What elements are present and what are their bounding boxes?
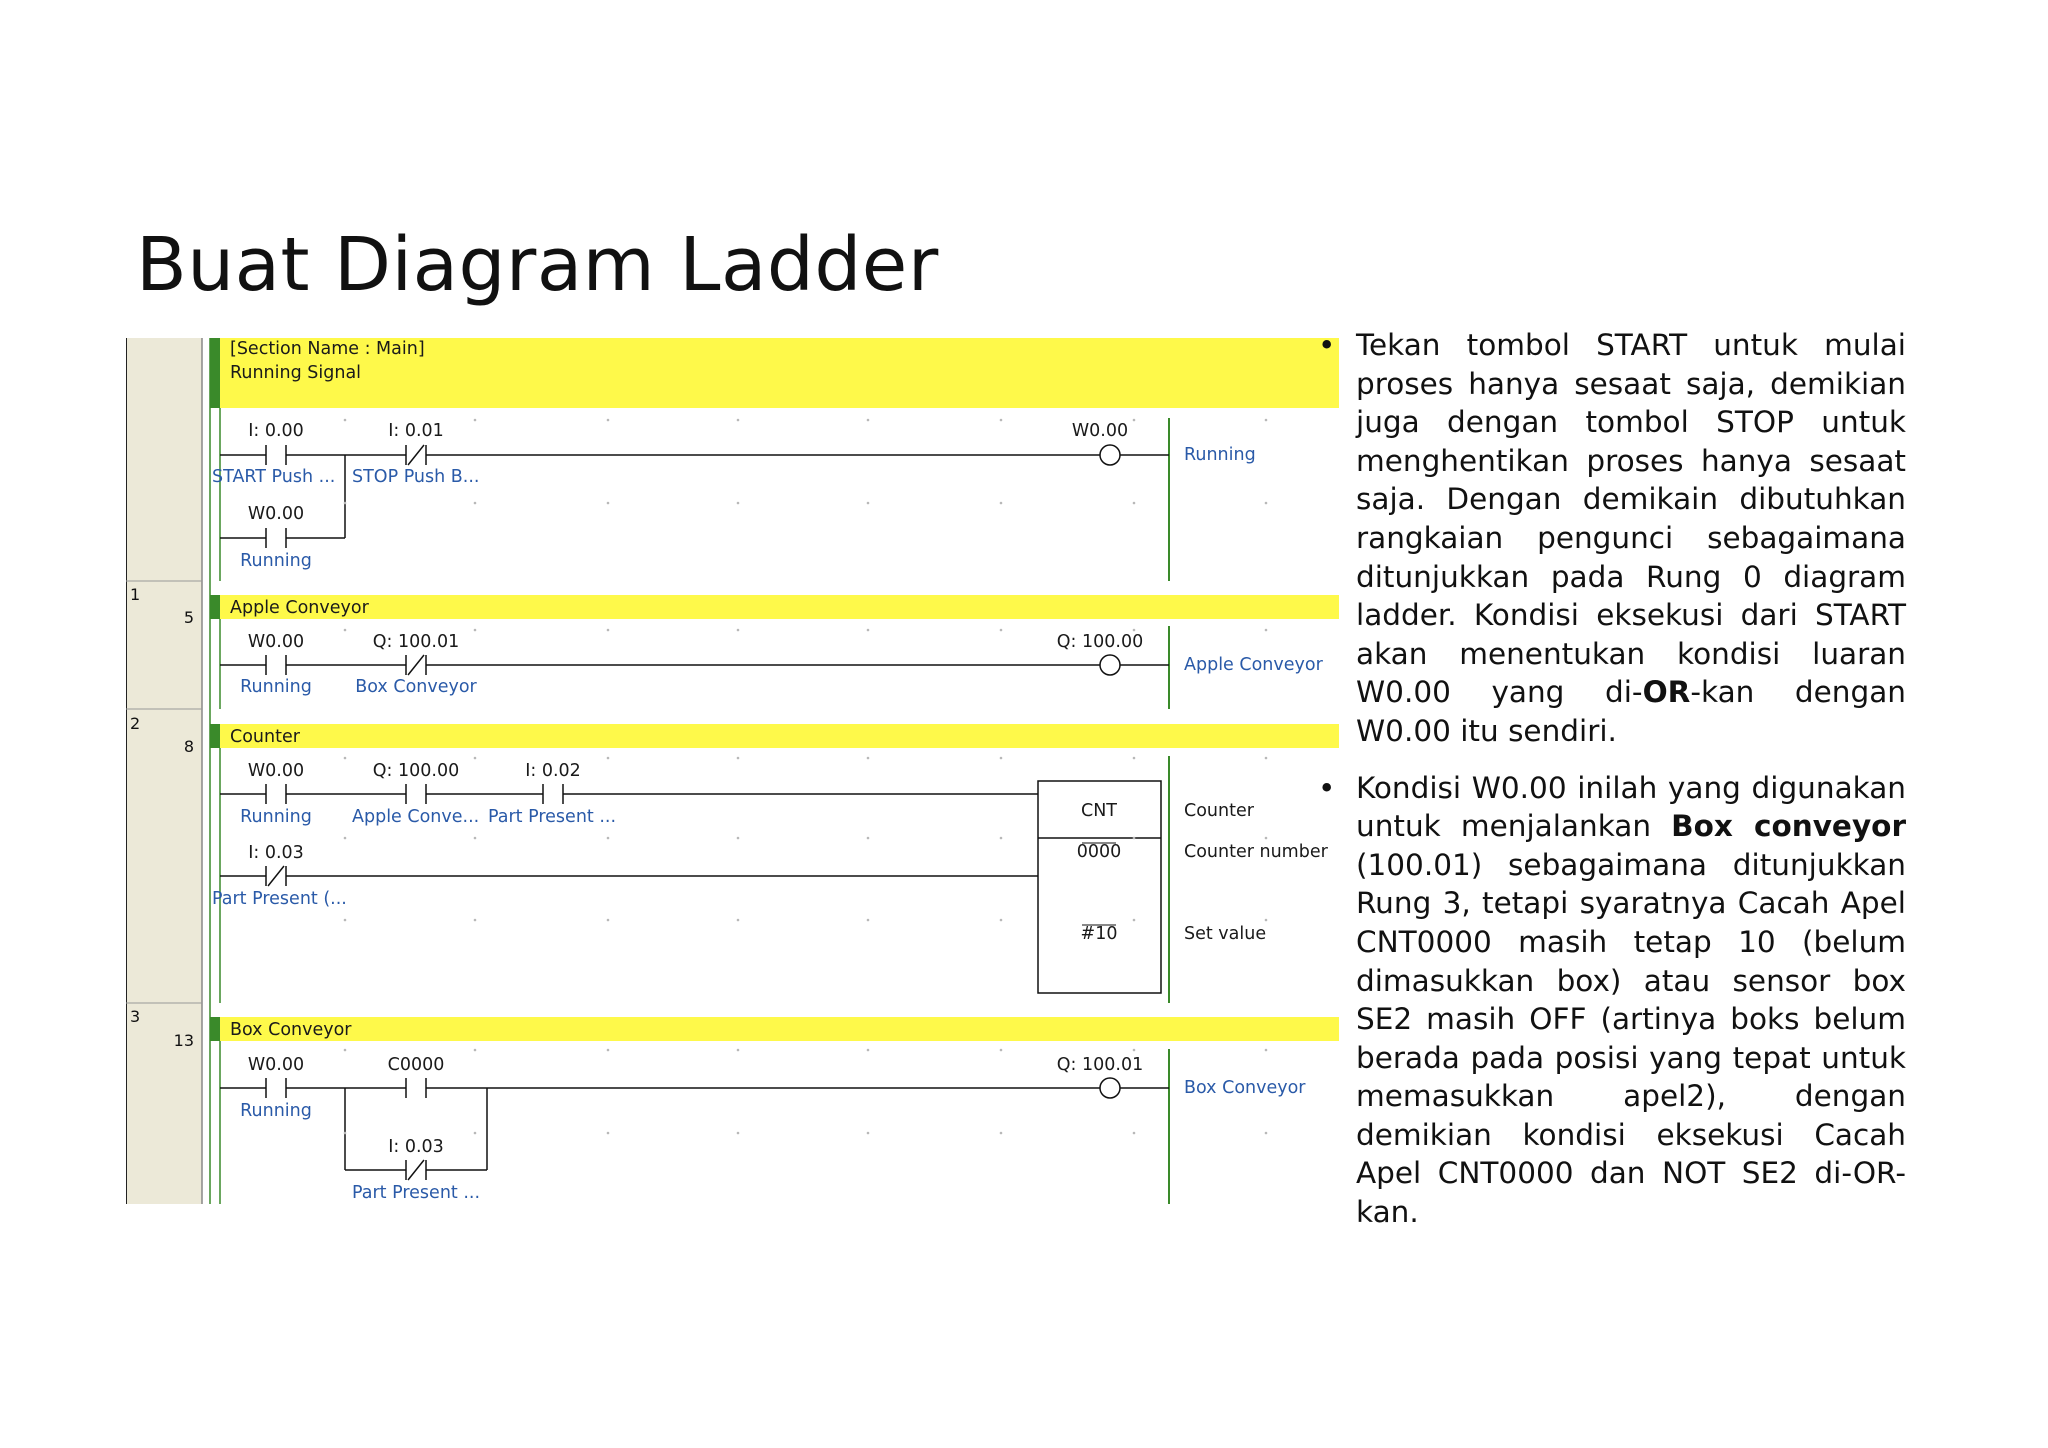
grid-dot bbox=[1133, 757, 1136, 760]
rung3-contact-running-addr: W0.00 bbox=[247, 1055, 305, 1075]
rung1-contact-running-addr: W0.00 bbox=[247, 632, 305, 652]
rung3-contact-running-label: Running bbox=[240, 1101, 312, 1121]
grid-dot bbox=[474, 1132, 477, 1135]
rung3-comment: Box Conveyor bbox=[230, 1020, 352, 1040]
grid-dot bbox=[1000, 1049, 1003, 1052]
rung2-contact-apple bbox=[406, 784, 426, 804]
rung0-contact-stop-nc bbox=[406, 445, 426, 465]
grid-dot bbox=[1133, 629, 1136, 632]
rung3-coil bbox=[1100, 1078, 1120, 1098]
rung2-step: 8 bbox=[183, 737, 194, 756]
counter-setvalue-label: Set value bbox=[1184, 924, 1267, 944]
rung0-contact-running-addr: W0.00 bbox=[247, 504, 305, 524]
rung1-comment: Apple Conveyor bbox=[230, 598, 369, 618]
bullet-dot: • bbox=[1318, 328, 1336, 362]
grid-dot bbox=[344, 757, 347, 760]
bullet2-part1: Kondisi W0.00 inilah yang digunakan untuk menjalankan bbox=[1356, 770, 1906, 844]
rung2-contact-part-label: Part Present ... bbox=[488, 807, 617, 827]
rung0-contact-start-addr: I: 0.00 bbox=[248, 421, 304, 441]
grid-dot bbox=[344, 837, 347, 840]
grid-dot bbox=[474, 419, 477, 422]
counter-label: Counter bbox=[1184, 801, 1254, 821]
grid-dot bbox=[607, 1049, 610, 1052]
grid-dot bbox=[1265, 629, 1268, 632]
grid-dot bbox=[344, 919, 347, 922]
rung1-contact-box-nc bbox=[406, 655, 426, 675]
bullet1-part1: Tekan tombol START untuk mulai proses hanya sesaat saja, demikian juga dengan tombol STOP untuk menghentikan proses hanya sesaat saja. Dengan demikain dibutuhkan rangkaian pengunci sebagaimana ditunjukkan pada Rung 0 diagram ladder. Kondisi eksekusi dari START akan menentukan kondisi luaran W0.00 yang di- bbox=[1356, 328, 1906, 710]
rung3-coil-addr: Q: 100.01 bbox=[1056, 1055, 1144, 1075]
rung0-comment: Running Signal bbox=[230, 363, 362, 383]
grid-dot bbox=[737, 837, 740, 840]
grid-dot bbox=[737, 419, 740, 422]
grid-dot bbox=[474, 837, 477, 840]
grid-dot bbox=[867, 1132, 870, 1135]
grid-dot bbox=[1000, 629, 1003, 632]
rung3-contact-part-addr: I: 0.03 bbox=[388, 1137, 444, 1157]
rung2-section-marker bbox=[210, 724, 220, 748]
grid-dot bbox=[867, 1049, 870, 1052]
rung0-coil-addr: W0.00 bbox=[1071, 421, 1129, 441]
rung1-coil-label: Apple Conveyor bbox=[1184, 655, 1323, 675]
ladder-canvas bbox=[126, 338, 1339, 1204]
rung3-step: 13 bbox=[173, 1031, 194, 1050]
grid-dot bbox=[474, 629, 477, 632]
grid-dot bbox=[1133, 502, 1136, 505]
grid-dot bbox=[1133, 1132, 1136, 1135]
grid-dot bbox=[1265, 919, 1268, 922]
rung2-section-bar bbox=[210, 724, 1339, 748]
rung3-coil-label: Box Conveyor bbox=[1184, 1078, 1306, 1098]
rung2-contact-apple-addr: Q: 100.00 bbox=[372, 761, 460, 781]
grid-dot bbox=[607, 629, 610, 632]
bullet2-text bbox=[1356, 771, 1906, 1230]
grid-dot bbox=[867, 419, 870, 422]
grid-dot bbox=[867, 757, 870, 760]
bullet1-text bbox=[1356, 328, 1906, 748]
grid-dot bbox=[1265, 837, 1268, 840]
grid-dot bbox=[607, 1132, 610, 1135]
rung-gutter bbox=[126, 338, 202, 1204]
grid-dot bbox=[1000, 757, 1003, 760]
rung0-contact-running bbox=[266, 528, 286, 548]
rung1-section-marker bbox=[210, 595, 220, 619]
grid-dot bbox=[1265, 757, 1268, 760]
grid-dot bbox=[607, 837, 610, 840]
grid-dot bbox=[867, 629, 870, 632]
bullet-item bbox=[1318, 326, 1906, 751]
grid-dot bbox=[737, 919, 740, 922]
rung2-contact-part-nc bbox=[266, 866, 286, 886]
grid-dot bbox=[607, 419, 610, 422]
rung1-number: 1 bbox=[130, 585, 141, 604]
grid-dot bbox=[1133, 419, 1136, 422]
rung0-contact-start-label: START Push ... bbox=[212, 467, 336, 487]
grid-dot bbox=[344, 629, 347, 632]
rung0-coil-label: Running bbox=[1184, 445, 1256, 465]
ladder-diagram bbox=[126, 338, 1339, 1204]
grid-dot bbox=[607, 757, 610, 760]
counter-name: CNT bbox=[1081, 801, 1117, 821]
rung2-contact-part bbox=[543, 784, 563, 804]
grid-dot bbox=[1133, 1049, 1136, 1052]
rung3-contact-counter bbox=[406, 1078, 426, 1098]
rung2-contact-part-nc-addr: I: 0.03 bbox=[248, 843, 304, 863]
rung0-section-name: [Section Name : Main] bbox=[230, 339, 425, 359]
explanation-list bbox=[1318, 326, 1906, 1250]
counter-number-label: Counter number bbox=[1184, 842, 1328, 862]
rung2-contact-running-addr: W0.00 bbox=[247, 761, 305, 781]
rung2-contact-apple-label: Apple Conve... bbox=[352, 807, 480, 827]
grid-dot bbox=[1000, 837, 1003, 840]
rung1-contact-running-label: Running bbox=[240, 677, 312, 697]
rung1-contact-running bbox=[266, 655, 286, 675]
grid-dot bbox=[1265, 419, 1268, 422]
grid-dot bbox=[344, 1049, 347, 1052]
grid-dot bbox=[474, 502, 477, 505]
rung3-contact-part-label: Part Present ... bbox=[352, 1183, 481, 1203]
rung0-section-marker bbox=[210, 338, 220, 408]
bullet2-bold: Box conveyor bbox=[1671, 809, 1906, 844]
rung1-contact-box-addr: Q: 100.01 bbox=[372, 632, 460, 652]
rung3-contact-counter-addr: C0000 bbox=[387, 1055, 445, 1075]
rung3-contact-running bbox=[266, 1078, 286, 1098]
grid-dot bbox=[474, 757, 477, 760]
rung0-contact-running-label: Running bbox=[240, 551, 312, 571]
grid-dot bbox=[474, 1049, 477, 1052]
grid-dot bbox=[737, 629, 740, 632]
grid-dot bbox=[474, 919, 477, 922]
grid-dot bbox=[1133, 837, 1136, 840]
grid-dot bbox=[737, 1132, 740, 1135]
slide-title: Buat Diagram Ladder bbox=[136, 222, 939, 308]
rung3-section-bar bbox=[210, 1017, 1339, 1041]
rung0-contact-start bbox=[266, 445, 286, 465]
bullet2-part2: (100.01) sebagaimana ditunjukkan Rung 3, tetapi syaratnya Cacah Apel CNT0000 masih tetap 10 (belum dimasukkan box) atau sensor box SE2 masih OFF (artinya boks belum berada pada posisi yang tepat untuk memasukkan apel2), dengan demikian kondisi eksekusi Cacah Apel CNT0000 dan NOT SE2 di-OR-kan. bbox=[1356, 847, 1906, 1230]
grid-dot bbox=[1265, 502, 1268, 505]
counter-setvalue: #10 bbox=[1080, 924, 1118, 944]
grid-dot bbox=[1000, 419, 1003, 422]
rung1-coil-addr: Q: 100.00 bbox=[1056, 632, 1144, 652]
bullet-item bbox=[1318, 769, 1906, 1232]
grid-dot bbox=[1133, 919, 1136, 922]
rung2-contact-running-label: Running bbox=[240, 807, 312, 827]
rung1-coil bbox=[1100, 655, 1120, 675]
bullet1-bold: OR bbox=[1642, 675, 1691, 710]
grid-dot bbox=[344, 419, 347, 422]
rung0-contact-stop-addr: I: 0.01 bbox=[388, 421, 444, 441]
grid-dot bbox=[737, 502, 740, 505]
grid-dot bbox=[737, 1049, 740, 1052]
rung2-comment: Counter bbox=[230, 727, 300, 747]
rung3-contact-part-nc bbox=[406, 1160, 426, 1180]
rung1-step: 5 bbox=[183, 608, 194, 627]
grid-dot bbox=[1265, 1132, 1268, 1135]
rung2-contact-running bbox=[266, 784, 286, 804]
grid-dot bbox=[607, 502, 610, 505]
bullet1-part2: -kan dengan W0.00 itu sendiri. bbox=[1356, 675, 1907, 748]
grid-dot bbox=[867, 837, 870, 840]
bullet-dot: • bbox=[1318, 770, 1336, 805]
grid-dot bbox=[344, 502, 347, 505]
grid-dot bbox=[867, 919, 870, 922]
grid-dot bbox=[1000, 502, 1003, 505]
grid-dot bbox=[1265, 1049, 1268, 1052]
rung1-contact-box-label: Box Conveyor bbox=[355, 677, 477, 697]
rung0-coil bbox=[1100, 445, 1120, 465]
rung2-contact-part-addr: I: 0.02 bbox=[525, 761, 581, 781]
grid-dot bbox=[607, 919, 610, 922]
rung3-section-marker bbox=[210, 1017, 220, 1041]
grid-dot bbox=[737, 757, 740, 760]
rung0-contact-stop-label: STOP Push B... bbox=[352, 467, 480, 487]
rung2-number: 2 bbox=[130, 714, 141, 733]
counter-number: 0000 bbox=[1076, 842, 1122, 862]
grid-dot bbox=[1000, 1132, 1003, 1135]
grid-dot bbox=[1000, 919, 1003, 922]
rung1-section-bar bbox=[210, 595, 1339, 619]
grid-dot bbox=[867, 502, 870, 505]
rung3-number: 3 bbox=[130, 1007, 141, 1026]
rung2-contact-part-nc-label: Part Present (... bbox=[212, 889, 347, 909]
grid-dot bbox=[344, 1132, 347, 1135]
